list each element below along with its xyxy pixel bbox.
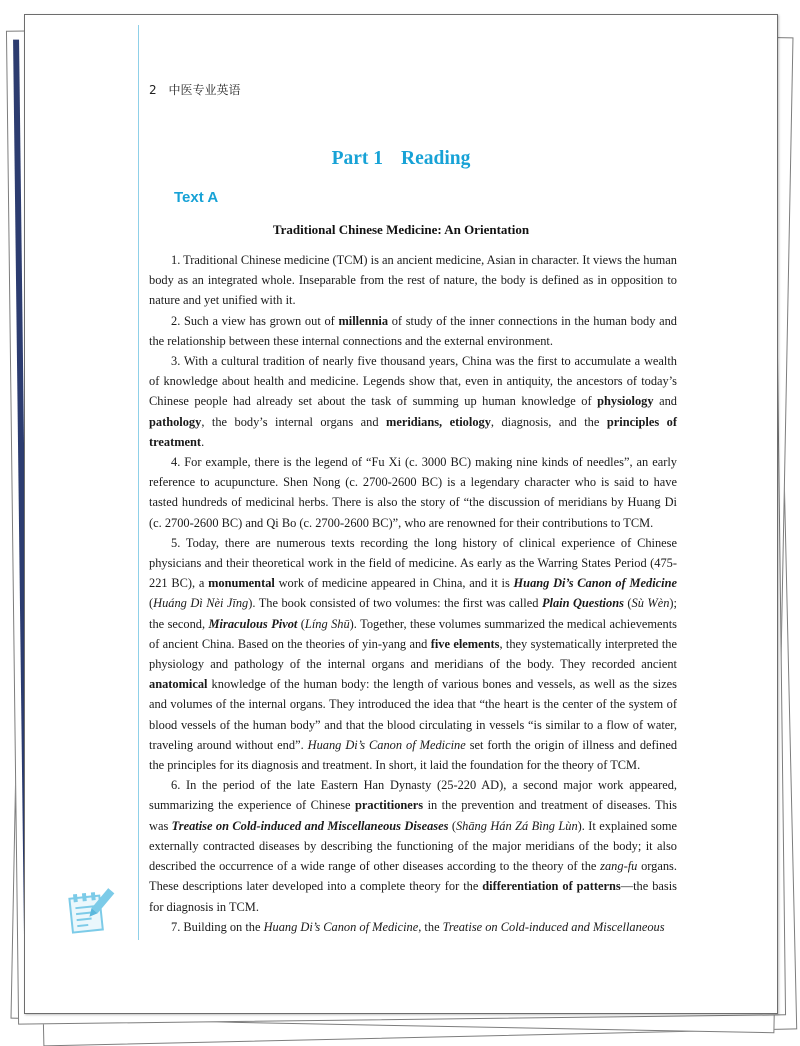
text-run: , the xyxy=(418,919,443,934)
text-run: principles of treatment xyxy=(149,414,677,449)
text-run: ). The book consisted of two volumes: the first was called xyxy=(248,596,542,611)
text-run: and xyxy=(653,394,677,409)
text-run: , the body’s internal organs and xyxy=(201,414,387,429)
article-title: Traditional Chinese Medicine: An Orientation xyxy=(272,222,530,237)
text-run: work of medicine appeared in China, and it is xyxy=(274,576,514,591)
text-run: 4. For example, there is the legend of “Fu Xi (c. 3000 BC) making nine kinds of needles”, an early reference to acupuncture. Shen Nong (c. 2700-2600 BC) is a legendary character who is said to have tasted hundreds of medicinal herbs. There is also the story of “the discussion of meridians by Huang Di (c. 2700-2600 BC) and Qi Bo (c. 2700-2600 BC)”, who are renowned for their contributions to TCM. xyxy=(149,455,677,530)
text-run: practitioners xyxy=(354,798,424,813)
paragraph xyxy=(149,452,677,533)
text-run: 5. Today, there are numerous texts recording the long history of clinical experience of Chinese physicians and their theoretical work in the field of medicine. As early as the Warring States Period (475-221 BC), a xyxy=(149,535,677,591)
text-run: ( xyxy=(623,596,632,611)
text-run: Plain Questions xyxy=(541,596,624,611)
text-run: 6. In the period of the late Eastern Han Dynasty (25-220 AD), a second major work appeared, summarizing the experience of Chinese xyxy=(149,778,677,813)
text-run: Huang Di’s Canon of Medicine xyxy=(263,919,419,934)
text-run: ( xyxy=(149,596,154,611)
text-run: 3. With a cultural tradition of nearly five thousand years, China was the first to accumulate a wealth of knowledge about health and medicine. Legends show that, even in antiquity, the ancestors of today’s Chinese people had already set about the task of summing up human knowledge of xyxy=(149,354,677,409)
text-run: organs. These descriptions later developed into a complete theory for the xyxy=(149,859,677,894)
text-run: Huang Di’s Canon of Medicine xyxy=(307,737,466,752)
text-run: —the basis for diagnosis in TCM. xyxy=(149,879,677,914)
text-run: ). Together, these volumes summarized the medical achievements of ancient China. Based on the theories of yin-yang and xyxy=(149,616,677,651)
text-run: , diagnosis, and the xyxy=(490,414,607,429)
article-body xyxy=(149,250,677,937)
text-run: 1. Traditional Chinese medicine (TCM) is an ancient medicine, Asian in character. It views the human body as an integrated whole. Inseparable from the rest of nature, the body is defined as in opposition to nature and yet unified with it. xyxy=(149,253,677,308)
text-run: Huang Di’s Canon of Medicine xyxy=(513,576,677,591)
text-run: pathology xyxy=(149,414,202,429)
text-run: zang-fu xyxy=(600,859,638,874)
part-title: Reading xyxy=(401,148,471,169)
text-run: monumental xyxy=(208,576,275,591)
part-label: Part 1 xyxy=(331,148,384,169)
text-run: knowledge of the human body: the length of various bones and vessels, as well as the sizes and volumes of the internal organs. They introduced the idea that “the heart is the center of the system of blood vessels of the human body” and that the blood circulating in vessels “is similar to a flow of water, traveling around without end”. xyxy=(149,677,677,752)
book-page xyxy=(24,14,778,1014)
text-run: Treatise on Cold-induced and Miscellaneous Diseases xyxy=(171,818,449,833)
text-run: 7. Building on the xyxy=(171,919,264,934)
text-run: ( xyxy=(297,616,305,631)
paragraph xyxy=(149,533,677,775)
running-header xyxy=(149,81,240,98)
notes-pencil-icon xyxy=(65,885,115,935)
paragraph xyxy=(149,917,677,937)
text-run: Miraculous Pivot xyxy=(208,616,298,631)
text-run: Shāng Hán Zá Bìng Lùn xyxy=(455,818,578,833)
part-heading xyxy=(25,148,777,170)
text-run: five elements xyxy=(430,636,500,651)
text-run: Sù Wèn xyxy=(631,596,670,611)
text-run: Líng Shū xyxy=(304,616,350,631)
text-run: 2. Such a view has grown out of xyxy=(171,313,339,328)
text-run: ( xyxy=(448,818,456,833)
page-number: 2 xyxy=(149,83,157,97)
text-run: ); the second, xyxy=(149,596,677,631)
text-run: anatomical xyxy=(149,677,208,692)
text-run: of study of the inner connections in the human body and the relationship between these internal connections and the external environment. xyxy=(149,313,677,348)
paragraph xyxy=(149,311,677,351)
text-run: millennia xyxy=(338,313,389,328)
text-run: ). It explained some externally contracted diseases by describing the functioning of the major meridians of the body; it also described the occurrence of a wide range of other diseases according to the theory of the xyxy=(149,818,677,874)
book-title: 中医专业英语 xyxy=(168,83,241,97)
text-run: set forth the origin of illness and defined the principles for its diagnosis and treatment. In short, it laid the foundation for the theory of TCM. xyxy=(149,737,678,773)
text-run: , they systematically interpreted the physiology and pathology of the internal organs and meridians of the body. They recorded ancient xyxy=(149,636,677,672)
text-run: . xyxy=(201,434,205,449)
text-run: Treatise on Cold-induced and Miscellaneous xyxy=(442,919,665,934)
paragraph xyxy=(149,250,677,311)
paragraph xyxy=(149,351,677,452)
paragraph xyxy=(149,775,677,916)
text-run: meridians, etiology xyxy=(386,414,491,429)
text-run: Huáng Dì Nèi Jīng xyxy=(153,596,249,611)
text-run: in the prevention and treatment of diseases. This was xyxy=(149,798,677,833)
section-heading: Text A xyxy=(174,189,219,206)
text-run: physiology xyxy=(597,394,654,409)
text-run: differentiation of patterns xyxy=(482,879,621,894)
